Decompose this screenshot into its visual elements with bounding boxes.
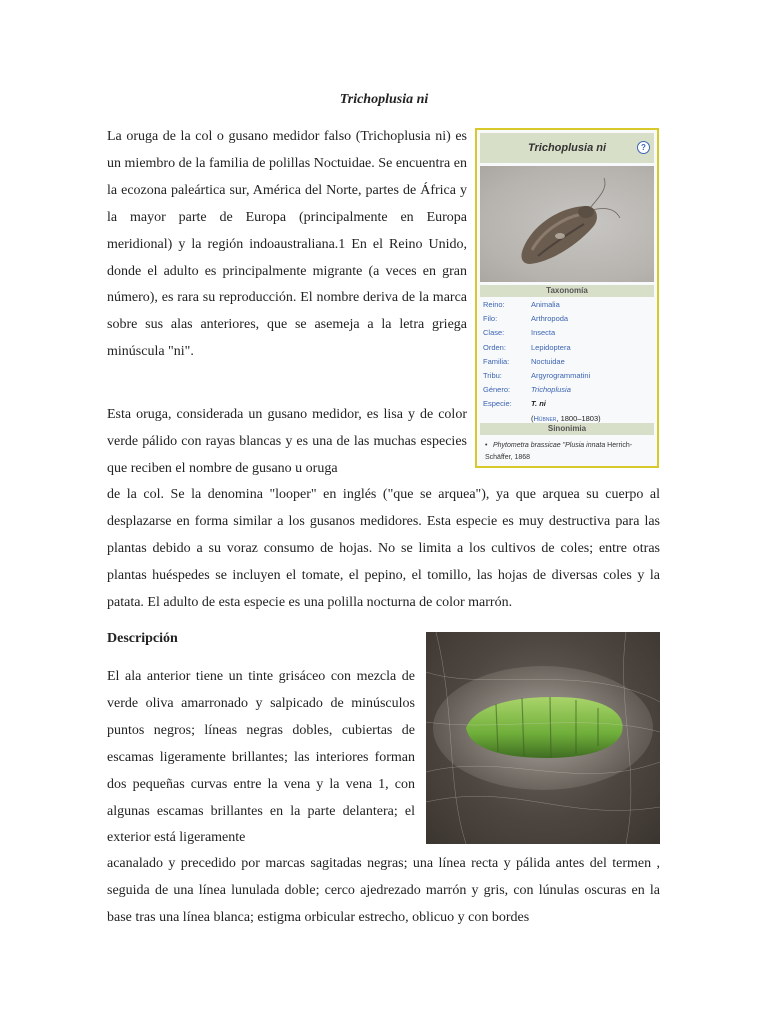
authority-name[interactable]: Hübner bbox=[533, 413, 557, 423]
taxonomy-key[interactable]: Reino: bbox=[483, 300, 505, 309]
taxonomy-row bbox=[483, 326, 653, 340]
taxonomy-key[interactable]: Filo: bbox=[483, 314, 498, 324]
taxonomy-key[interactable]: Orden: bbox=[483, 342, 506, 352]
cocoon-photo bbox=[426, 632, 660, 844]
taxonomy-row bbox=[483, 397, 653, 411]
taxonomy-row bbox=[483, 298, 653, 312]
taxonomy-value[interactable]: Insecta bbox=[531, 328, 556, 338]
paragraph-larva-b: de la col. Se la denomina "looper" en inglés ("que se arquea"), ya que arquea su cuerpo al desplazarse en forma similar a los gusanos medidores. Esta especie es muy destructiva para las plantas debido a su voraz consumo de hojas. No se limita a los cultivos de coles; entre otras plantas huéspedes se incluyen el tomate, el pepino, el tomillo, las hojas de diversas coles y la patata. El adulto de esta especie es una polilla nocturna de color marrón. bbox=[107, 487, 660, 610]
taxonomy-value[interactable]: Arthropoda bbox=[531, 314, 569, 324]
synonym-list bbox=[485, 440, 653, 464]
taxonomy-key[interactable]: Clase: bbox=[483, 328, 505, 338]
taxobox-title bbox=[480, 133, 654, 163]
taxonomy-rows bbox=[483, 298, 653, 426]
taxonomy-value[interactable]: Trichoplusia bbox=[531, 385, 571, 395]
taxobox bbox=[475, 128, 659, 468]
cocoon-illustration bbox=[426, 632, 660, 844]
taxonomy-row bbox=[483, 341, 653, 355]
taxonomy-key[interactable]: Familia: bbox=[483, 356, 510, 366]
taxonomy-row bbox=[483, 312, 653, 326]
moth-photo bbox=[480, 166, 654, 282]
taxonomy-value[interactable]: Noctuidae bbox=[531, 356, 565, 366]
bullet-icon: • bbox=[485, 442, 488, 449]
synonym-author: Herrich-Schäffer, 1868 bbox=[485, 442, 633, 461]
synonymy-header: Sinonimia bbox=[480, 423, 654, 435]
paragraph-description-a: El ala anterior tiene un tinte grisáceo con mezcla de verde oliva amarronado y salpicado de minúsculos puntos negros; líneas negras dobles, cubiertas de escamas ligeramente brillantes; las interiores forman dos pequeñas curvas entre la vena y la vena 1, con algunas escamas brillantes en la parte delantera; el exterior está ligeramente bbox=[107, 669, 415, 846]
authority-years: , 1800–1803) bbox=[556, 413, 601, 423]
taxonomy-header: Taxonomía bbox=[480, 285, 654, 297]
paragraph-intro: La oruga de la col o gusano medidor falso (Trichoplusia ni) es un miembro de la familia de polillas Noctuidae. Se encuentra en la ecozona paleártica sur, América del Norte, partes de África y la mayor parte de Europa (principalmente en Europa meridional) y la región indoaustraliana.1 En el Reino Unido, donde el adulto es principalmente migrante (a veces en gran número), es rara su reproducción. El nombre deriva de la marca sobre sus alas anteriores, que se asemeja a la letra griega minúscula "ni". bbox=[107, 129, 467, 360]
paragraph-larva-a: Esta oruga, considerada un gusano medidor, es lisa y de color verde pálido con rayas blancas y es una de las muchas especies que reciben el nombre de gusano u oruga bbox=[107, 407, 467, 476]
taxonomy-value[interactable]: Argyrogrammatini bbox=[531, 370, 591, 380]
moth-illustration bbox=[480, 166, 654, 282]
synonym-italic: Phytometra brassicae bbox=[493, 442, 561, 449]
document-title: Trichoplusia ni bbox=[339, 92, 429, 107]
taxonomy-row bbox=[483, 355, 653, 369]
taxonomy-value[interactable]: Lepidoptera bbox=[531, 342, 571, 352]
taxonomy-key[interactable]: Género: bbox=[483, 385, 511, 395]
taxonomy-row bbox=[483, 369, 653, 383]
help-icon[interactable]: ? bbox=[637, 141, 650, 154]
taxobox-title-text: Trichoplusia ni bbox=[527, 142, 607, 154]
paragraph-description-b: acanalado y precedido por marcas sagitadas negras; una línea recta y pálida antes del termen , seguida de una línea lunulada doble; cerco ajedrezado marrón y gris, con lúnulas oscuras en la base tras una línea blanca; estigma orbicular estrecho, oblicuo y con bordes bbox=[107, 856, 660, 925]
taxonomy-key[interactable]: Especie: bbox=[483, 399, 512, 409]
authority-open: ( bbox=[531, 413, 534, 423]
taxonomy-row bbox=[483, 383, 653, 397]
taxonomy-value[interactable]: Animalia bbox=[531, 300, 560, 309]
synonym-rest: "Plusia innata bbox=[560, 442, 606, 449]
taxonomy-key[interactable]: Tribu: bbox=[483, 370, 502, 380]
section-heading-description: Descripción bbox=[107, 631, 178, 646]
taxonomy-value: T. ni bbox=[531, 399, 546, 409]
